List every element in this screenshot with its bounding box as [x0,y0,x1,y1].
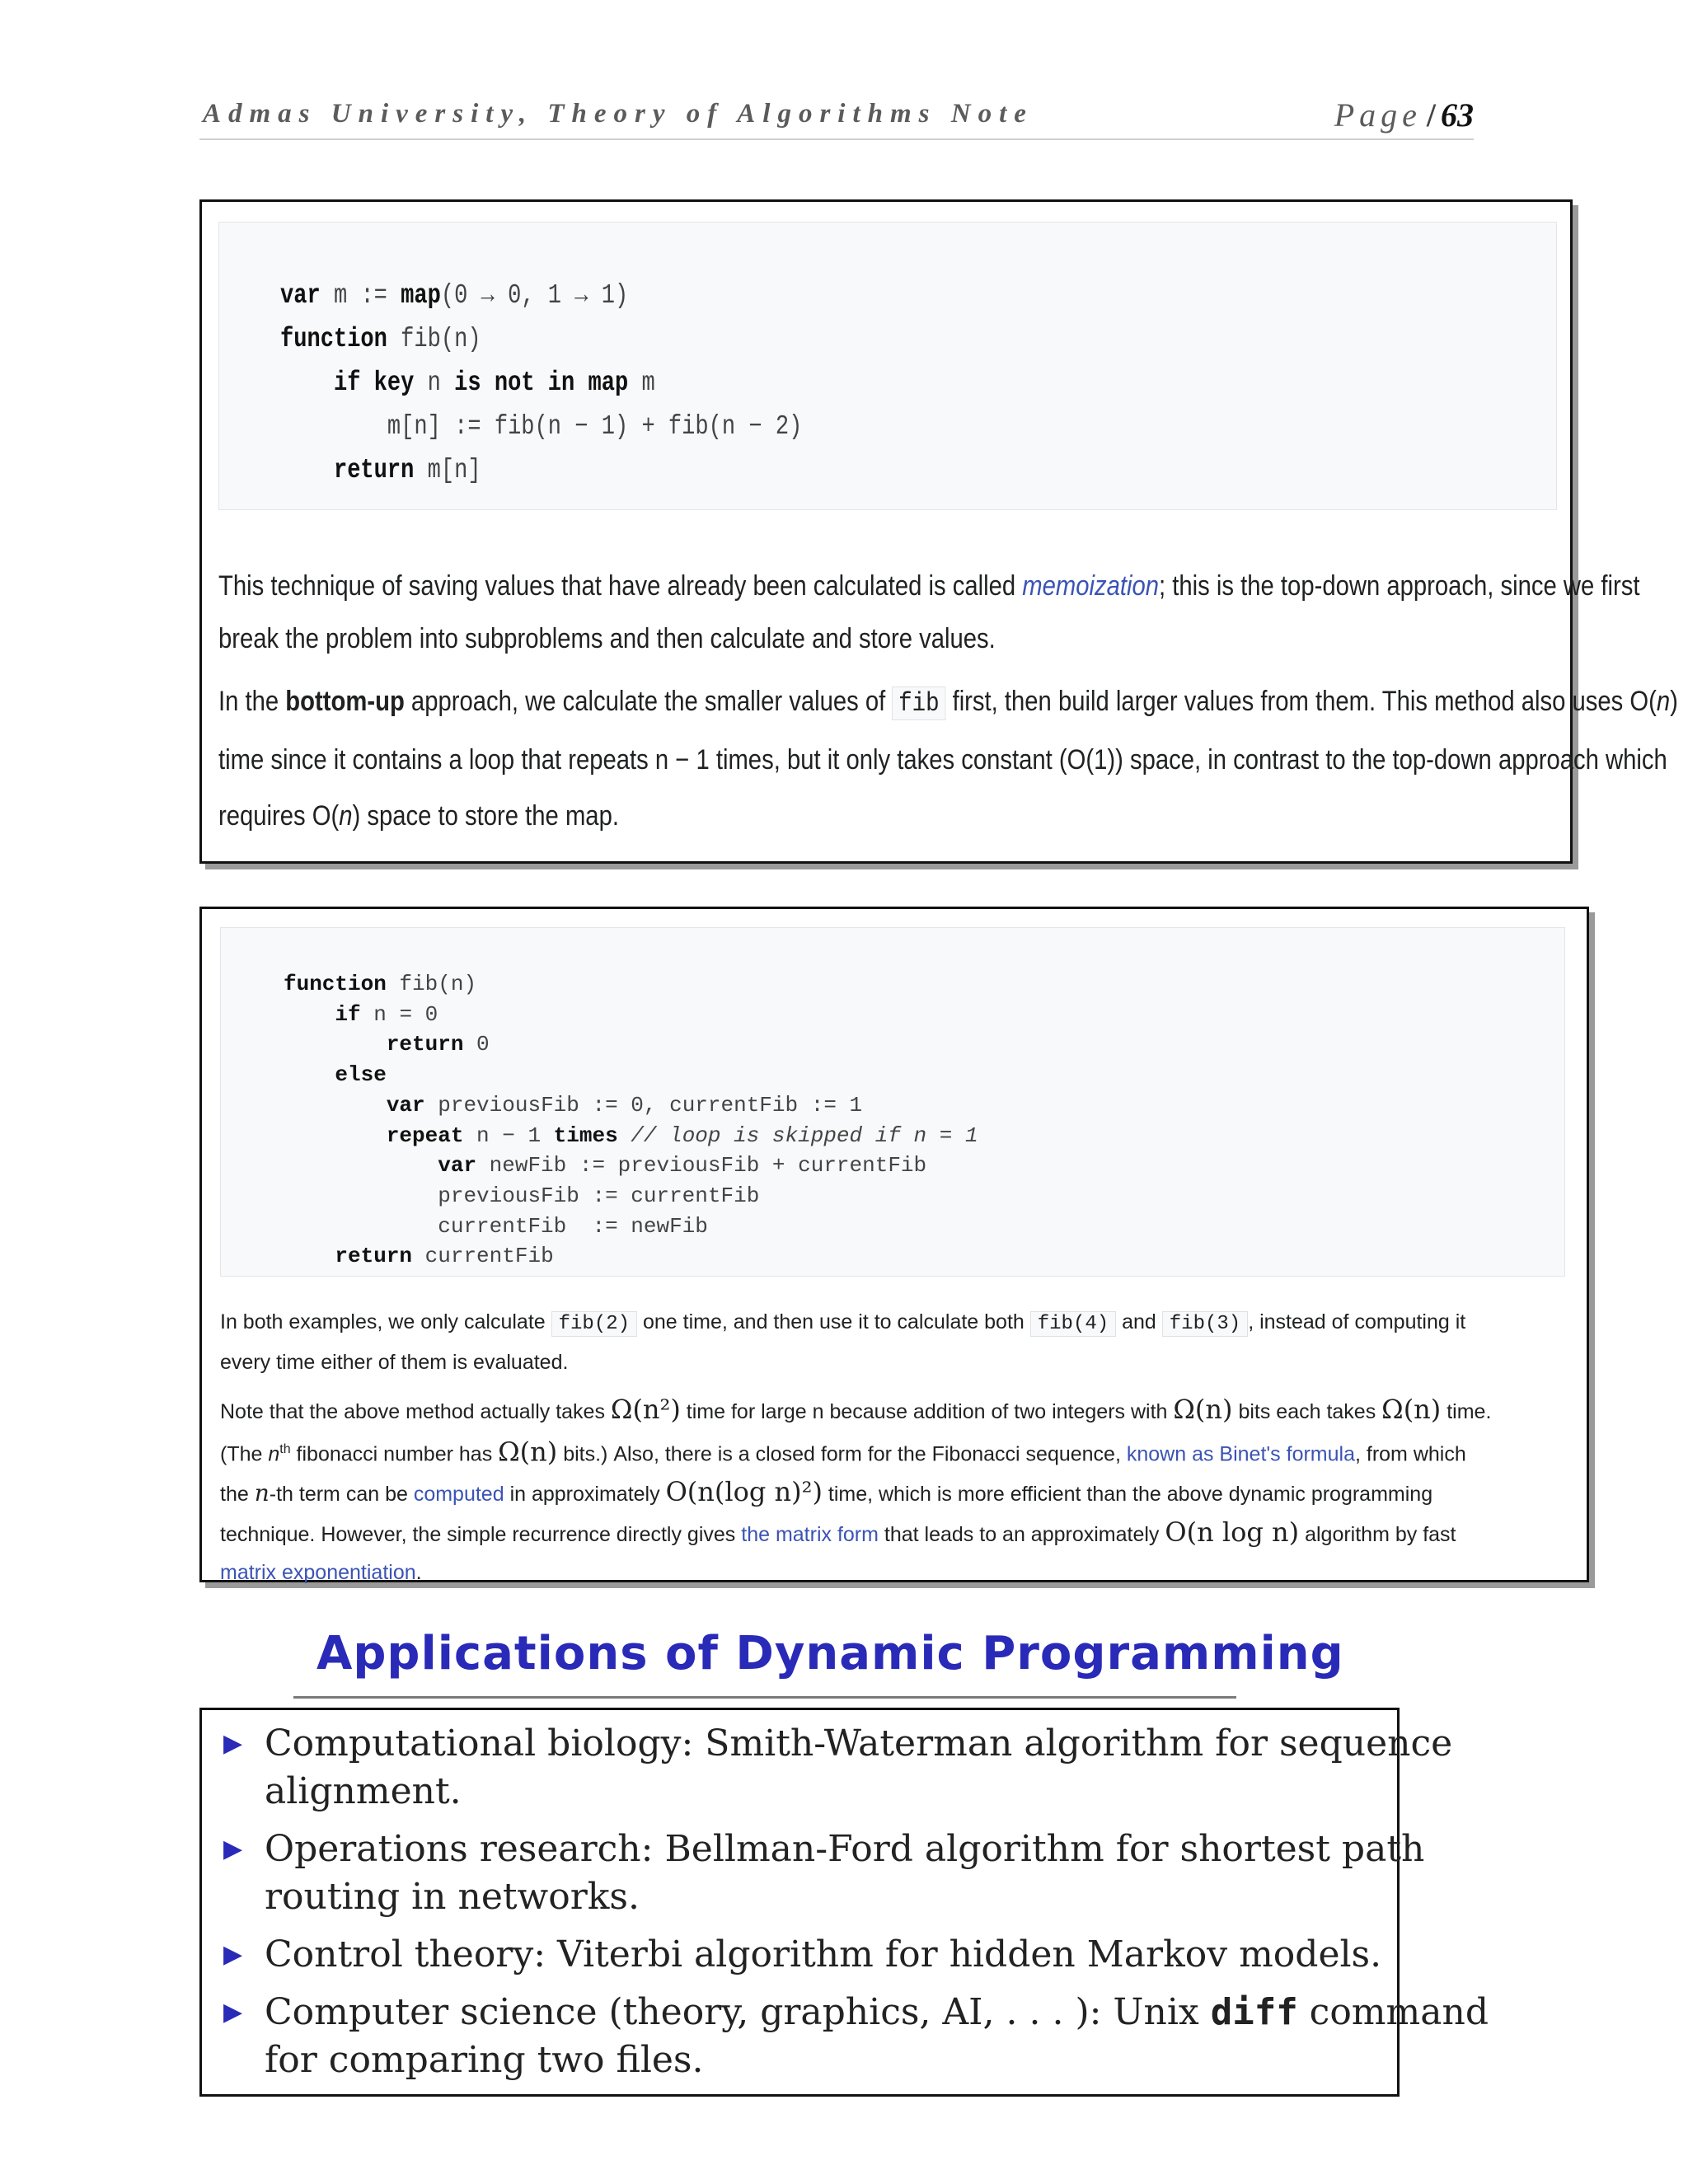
code-text: m[n] := fib(n − 1) + fib(n − 2) [387,411,803,442]
page-header [199,92,1474,140]
page-separator: / [1426,96,1436,134]
title-underline [293,1696,1236,1699]
binet-formula-link[interactable]: known as Binet's formula [1126,1442,1355,1466]
text: Note that the above method actually takes [220,1400,611,1423]
code-keyword: times [553,1122,618,1148]
page-number-label [1334,96,1474,134]
code-text: currentFib [412,1244,554,1269]
text: time, which is more efficient than the above dynamic programming [822,1483,1433,1507]
code-text: currentFib := newFib [438,1213,708,1239]
page-label: Page [1334,96,1422,134]
bullet-triangle-icon: ▶ [223,1998,243,2027]
code-text: previousFib := currentFib [438,1183,760,1208]
inline-code: fib(3) [1162,1311,1248,1337]
applications-title: Applications of Dynamic Programming [316,1627,1344,1680]
bottom-up-code-block [220,927,1565,1277]
code-text: (0 → 0, 1 → 1) [440,280,629,311]
code-keyword: map [401,280,441,311]
computed-link[interactable]: computed [413,1483,504,1507]
bullet-triangle-icon: ▶ [223,1729,243,1758]
text: . [415,1561,422,1585]
applications-list [199,1708,1489,2097]
inline-code: fib(2) [551,1311,637,1337]
code-keyword: return [335,1244,413,1269]
text: command [1297,1991,1489,2033]
complexity-paragraph [220,1390,1491,1591]
code-text: 0 [463,1032,490,1057]
matrix-form-link[interactable]: the matrix form [741,1523,879,1547]
bullet-triangle-icon: ▶ [223,1835,243,1863]
inline-code: fib(4) [1030,1311,1116,1337]
code-text: m [628,368,655,398]
text: Operations research: Bellman-Ford algorithm for shortest path [265,1828,1425,1870]
text: , instead of computing it [1248,1310,1466,1333]
text: for comparing two files. [265,2039,704,2081]
text: algorithm by fast [1299,1523,1456,1547]
code-text: fib(n) [386,972,477,996]
code-keyword: return [333,455,415,485]
memoization-link[interactable]: memoization [1022,570,1160,602]
header-title: Admas University, Theory of Algorithms Note [203,99,1034,129]
italic-var: n [339,800,353,832]
superscript: th [279,1442,291,1456]
text: Control theory: Viterbi algorithm for hidden Markov models. [265,1933,1382,1975]
code-keyword: function [280,324,387,354]
text: every time either of them is evaluated. [220,1351,569,1374]
list-item [223,1825,1424,1921]
list-item [223,1720,1452,1816]
text: first, then build larger values from them. This method also uses O( [945,686,1657,717]
code-text: fib(n) [387,324,481,354]
bottom-up-paragraph [218,673,1678,844]
text: time for large n because addition of two integers with [680,1400,1174,1423]
text: This technique of saving values that have already been calculated is called [218,570,1023,602]
text: Computer science (theory, graphics, AI, . . . ): Unix [265,1991,1211,2033]
text: time. [1441,1400,1492,1423]
inline-code: fib [892,687,945,720]
code-keyword: else [335,1062,387,1088]
memoization-code-block [218,222,1557,510]
code-keyword: return [386,1032,464,1057]
text: requires O( [218,800,340,832]
bullet-triangle-icon: ▶ [223,1940,243,1969]
text: that leads to an approximately [878,1523,1165,1547]
both-examples-paragraph [220,1303,1465,1381]
code-keyword: if key [333,368,415,398]
math-expression: Ω(n) [1381,1394,1442,1425]
text: the [220,1483,255,1507]
text: ) [1670,686,1678,717]
text: Computational biology: Smith-Waterman algorithm for sequence [265,1722,1453,1765]
memoization-section [199,199,1678,864]
matrix-exponentiation-link[interactable]: matrix exponentiation [220,1561,416,1585]
text: break the problem into subproblems and then calculate and store values. [218,623,996,654]
code-text: newFib := previousFib + currentFib [476,1153,927,1179]
code-text: m[n] [414,455,481,485]
text: In the [218,686,286,717]
code-keyword: var [438,1153,477,1179]
text: fibonacci number has [290,1442,499,1466]
list-item [223,1989,1489,2084]
italic-var: n [1656,686,1671,717]
code-keyword: if [335,1001,361,1027]
math-expression: O(n(log n)²) [665,1476,823,1508]
math-expression: Ω(n) [1173,1394,1233,1425]
text: and [1116,1310,1162,1333]
memoization-paragraph [218,560,1640,665]
text: technique. However, the simple recurrence directly gives [220,1523,742,1547]
code-keyword: repeat [386,1122,464,1148]
italic-var: n [268,1442,280,1466]
inline-code: diff [1210,1991,1298,2033]
code-text: previousFib := 0, currentFib := 1 [424,1092,863,1118]
text: bits each takes [1232,1400,1382,1423]
math-expression: O(n log n) [1165,1516,1300,1549]
list-item [223,1931,1381,1980]
text: ; this is the top-down approach, since we first [1159,570,1640,602]
code-keyword: is not in map [454,368,629,398]
code-text: n − 1 [463,1122,554,1148]
code-text: n = 0 [360,1001,438,1027]
text: , from which [1354,1442,1466,1466]
text: one time, and then use it to calculate both [637,1310,1030,1333]
code-keyword: function [284,972,387,996]
code-text: n [414,368,455,398]
text: routing in networks. [265,1876,640,1918]
math-var: n [254,1479,270,1507]
code-keyword: var [386,1092,425,1118]
math-expression: Ω(n) [498,1436,558,1468]
text: approach, we calculate the smaller values of [404,686,893,717]
page-number: 63 [1441,96,1474,134]
text: In both examples, we only calculate [220,1310,551,1333]
text: alignment. [265,1770,462,1812]
text: (The [220,1442,269,1466]
math-expression: Ω(n²) [610,1394,681,1425]
code-text: m := [320,280,401,311]
text: time since it contains a loop that repeats n − 1 times, but it only takes constant (O(1)) space, in contrast to the top-down approach which [218,744,1667,776]
text: ) space to store the map. [352,800,619,832]
code-comment: // loop is skipped if n = 1 [617,1122,978,1148]
text: in approximately [504,1483,666,1507]
text: -th term can be [269,1483,414,1507]
code-keyword: var [280,280,321,311]
bold-term: bottom-up [285,686,405,717]
bottom-up-section [199,907,1589,1585]
text: bits.) Also, there is a closed form for the Fibonacci sequence, [557,1442,1127,1466]
